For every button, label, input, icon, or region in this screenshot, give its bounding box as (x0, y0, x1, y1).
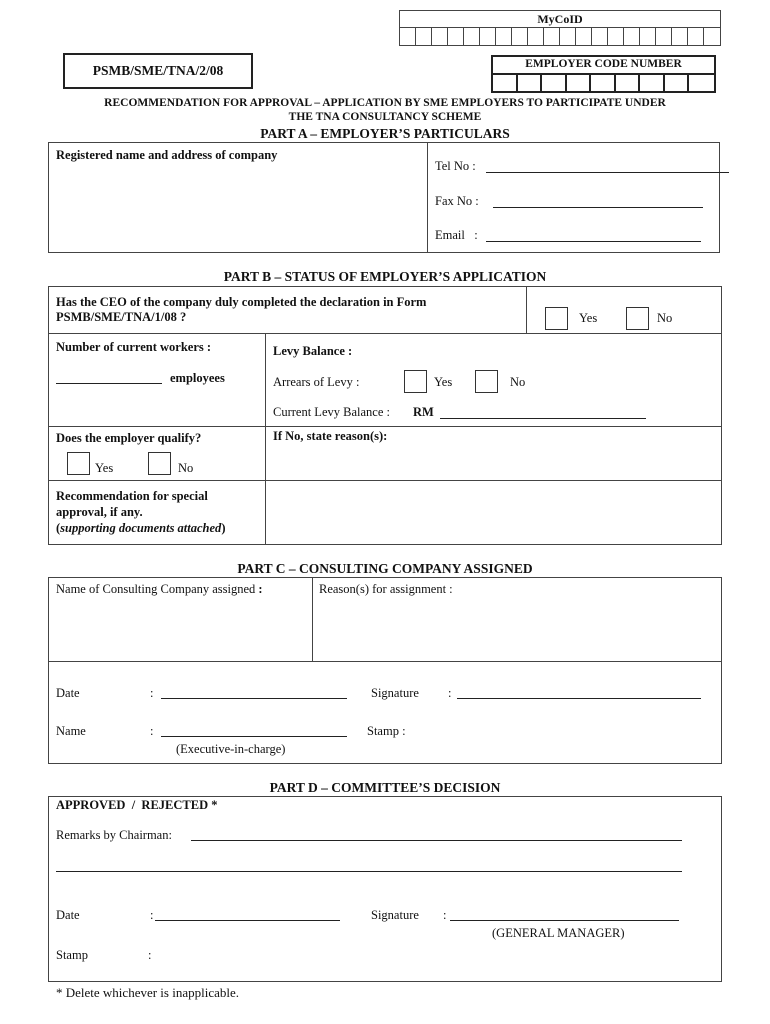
special-approval-line1: Recommendation for special (56, 489, 208, 503)
part-c-name-field[interactable] (161, 736, 347, 737)
part-d-stamp-label: Stamp (56, 948, 88, 962)
workers-field[interactable] (56, 383, 162, 384)
reason-label: Reason(s) for assignment : (319, 582, 453, 596)
employer-code-cells[interactable] (493, 75, 689, 91)
part-c-title: PART C – CONSULTING COMPANY ASSIGNED (237, 561, 533, 576)
arrears-label: Arrears of Levy : (273, 375, 360, 389)
decision-label[interactable]: APPROVED / REJECTED * (56, 798, 218, 812)
remarks-field-line1[interactable] (191, 840, 682, 841)
qualify-no-checkbox[interactable] (148, 452, 171, 475)
part-c-stamp-label: Stamp : (367, 724, 406, 738)
part-c-signature-label: Signature (371, 686, 419, 700)
mycoid-label: MyCoID (537, 12, 583, 26)
part-c-name-label: Name (56, 724, 86, 738)
part-d-signature-colon: : (443, 908, 447, 922)
levy-balance-label: Levy Balance : (273, 344, 353, 358)
current-levy-label: Current Levy Balance : (273, 405, 390, 419)
special-approval-line3 (56, 521, 225, 536)
rm-label: RM (413, 405, 434, 419)
if-no-label: If No, state reason(s): (273, 429, 388, 443)
employer-code-label: EMPLOYER CODE NUMBER (525, 58, 682, 70)
part-c-signature-field[interactable] (457, 698, 701, 699)
ceo-question-line2: PSMB/SME/TNA/1/08 ? (56, 310, 187, 324)
qualify-yes-label: Yes (95, 461, 114, 475)
special-docs-italic: supporting documents attached (60, 521, 222, 535)
form-code-box (63, 53, 253, 89)
consulting-name-colon: : (258, 582, 263, 596)
form-title-line2: THE TNA CONSULTANCY SCHEME (288, 111, 482, 123)
part-d-date-label: Date (56, 908, 80, 922)
ceo-yes-checkbox[interactable] (545, 307, 568, 330)
fax-field[interactable] (493, 207, 703, 208)
email-label: Email : (435, 228, 478, 242)
email-field[interactable] (486, 241, 701, 242)
part-d-title: PART D – COMMITTEE’S DECISION (269, 780, 501, 795)
form-code: PSMB/SME/TNA/2/08 (92, 63, 224, 78)
ceo-yes-label: Yes (579, 311, 598, 325)
part-a-title: PART A – EMPLOYER’S PARTICULARS (260, 126, 510, 141)
special-approval-line2: approval, if any. (56, 505, 143, 519)
part-d-signature-field[interactable] (450, 920, 679, 921)
part-c-date-colon: : (150, 686, 154, 700)
remarks-field-line2[interactable] (56, 871, 682, 872)
remarks-label: Remarks by Chairman: (56, 828, 172, 842)
special-approval-field[interactable] (268, 483, 718, 541)
tel-field[interactable] (486, 172, 729, 173)
employer-code-box (491, 55, 716, 93)
general-manager-label: (GENERAL MANAGER) (492, 926, 625, 940)
mycoid-input-cells[interactable] (400, 28, 704, 46)
mycoid-box (399, 10, 721, 46)
special-close-paren: ) (221, 521, 226, 535)
fax-label: Fax No : (435, 194, 479, 208)
qualify-yes-checkbox[interactable] (67, 452, 90, 475)
tel-label: Tel No : (435, 159, 476, 173)
ceo-no-label: No (657, 311, 673, 325)
arrears-yes-checkbox[interactable] (404, 370, 427, 393)
consulting-name-label (56, 582, 263, 597)
footnote: * Delete whichever is inapplicable. (56, 985, 240, 1000)
part-d-date-field[interactable] (155, 920, 340, 921)
part-b-title: PART B – STATUS OF EMPLOYER’S APPLICATION (223, 269, 547, 284)
exec-in-charge-label: (Executive-in-charge) (176, 742, 286, 756)
current-levy-field[interactable] (440, 418, 646, 419)
part-c-date-field[interactable] (161, 698, 347, 699)
part-c-name-colon: : (150, 724, 154, 738)
part-c-date-label: Date (56, 686, 80, 700)
qualify-no-label: No (178, 461, 194, 475)
ceo-no-checkbox[interactable] (626, 307, 649, 330)
if-no-reason-field[interactable] (268, 446, 718, 478)
company-name-address-field[interactable] (52, 166, 422, 250)
workers-label: Number of current workers : (56, 340, 212, 354)
part-d-date-colon: : (150, 908, 154, 922)
arrears-yes-label: Yes (434, 375, 453, 389)
special-open-paren: ( (56, 521, 61, 535)
company-name-label: Registered name and address of company (56, 148, 278, 162)
consulting-name-field[interactable] (52, 600, 307, 656)
arrears-no-label: No (510, 375, 526, 389)
reason-field[interactable] (316, 600, 718, 656)
part-d-signature-label: Signature (371, 908, 419, 922)
part-c-signature-colon: : (448, 686, 452, 700)
form-title-line1: RECOMMENDATION FOR APPROVAL – APPLICATION BY SME EMPLOYERS TO PARTICIPATE UNDER (104, 97, 666, 109)
qualify-label: Does the employer qualify? (56, 431, 202, 445)
arrears-no-checkbox[interactable] (475, 370, 498, 393)
part-d-stamp-colon: : (148, 948, 152, 962)
employees-suffix: employees (170, 371, 225, 385)
ceo-question-line1: Has the CEO of the company duly completed the declaration in Form (56, 295, 427, 309)
consulting-name-text: Name of Consulting Company assigned (56, 582, 256, 596)
